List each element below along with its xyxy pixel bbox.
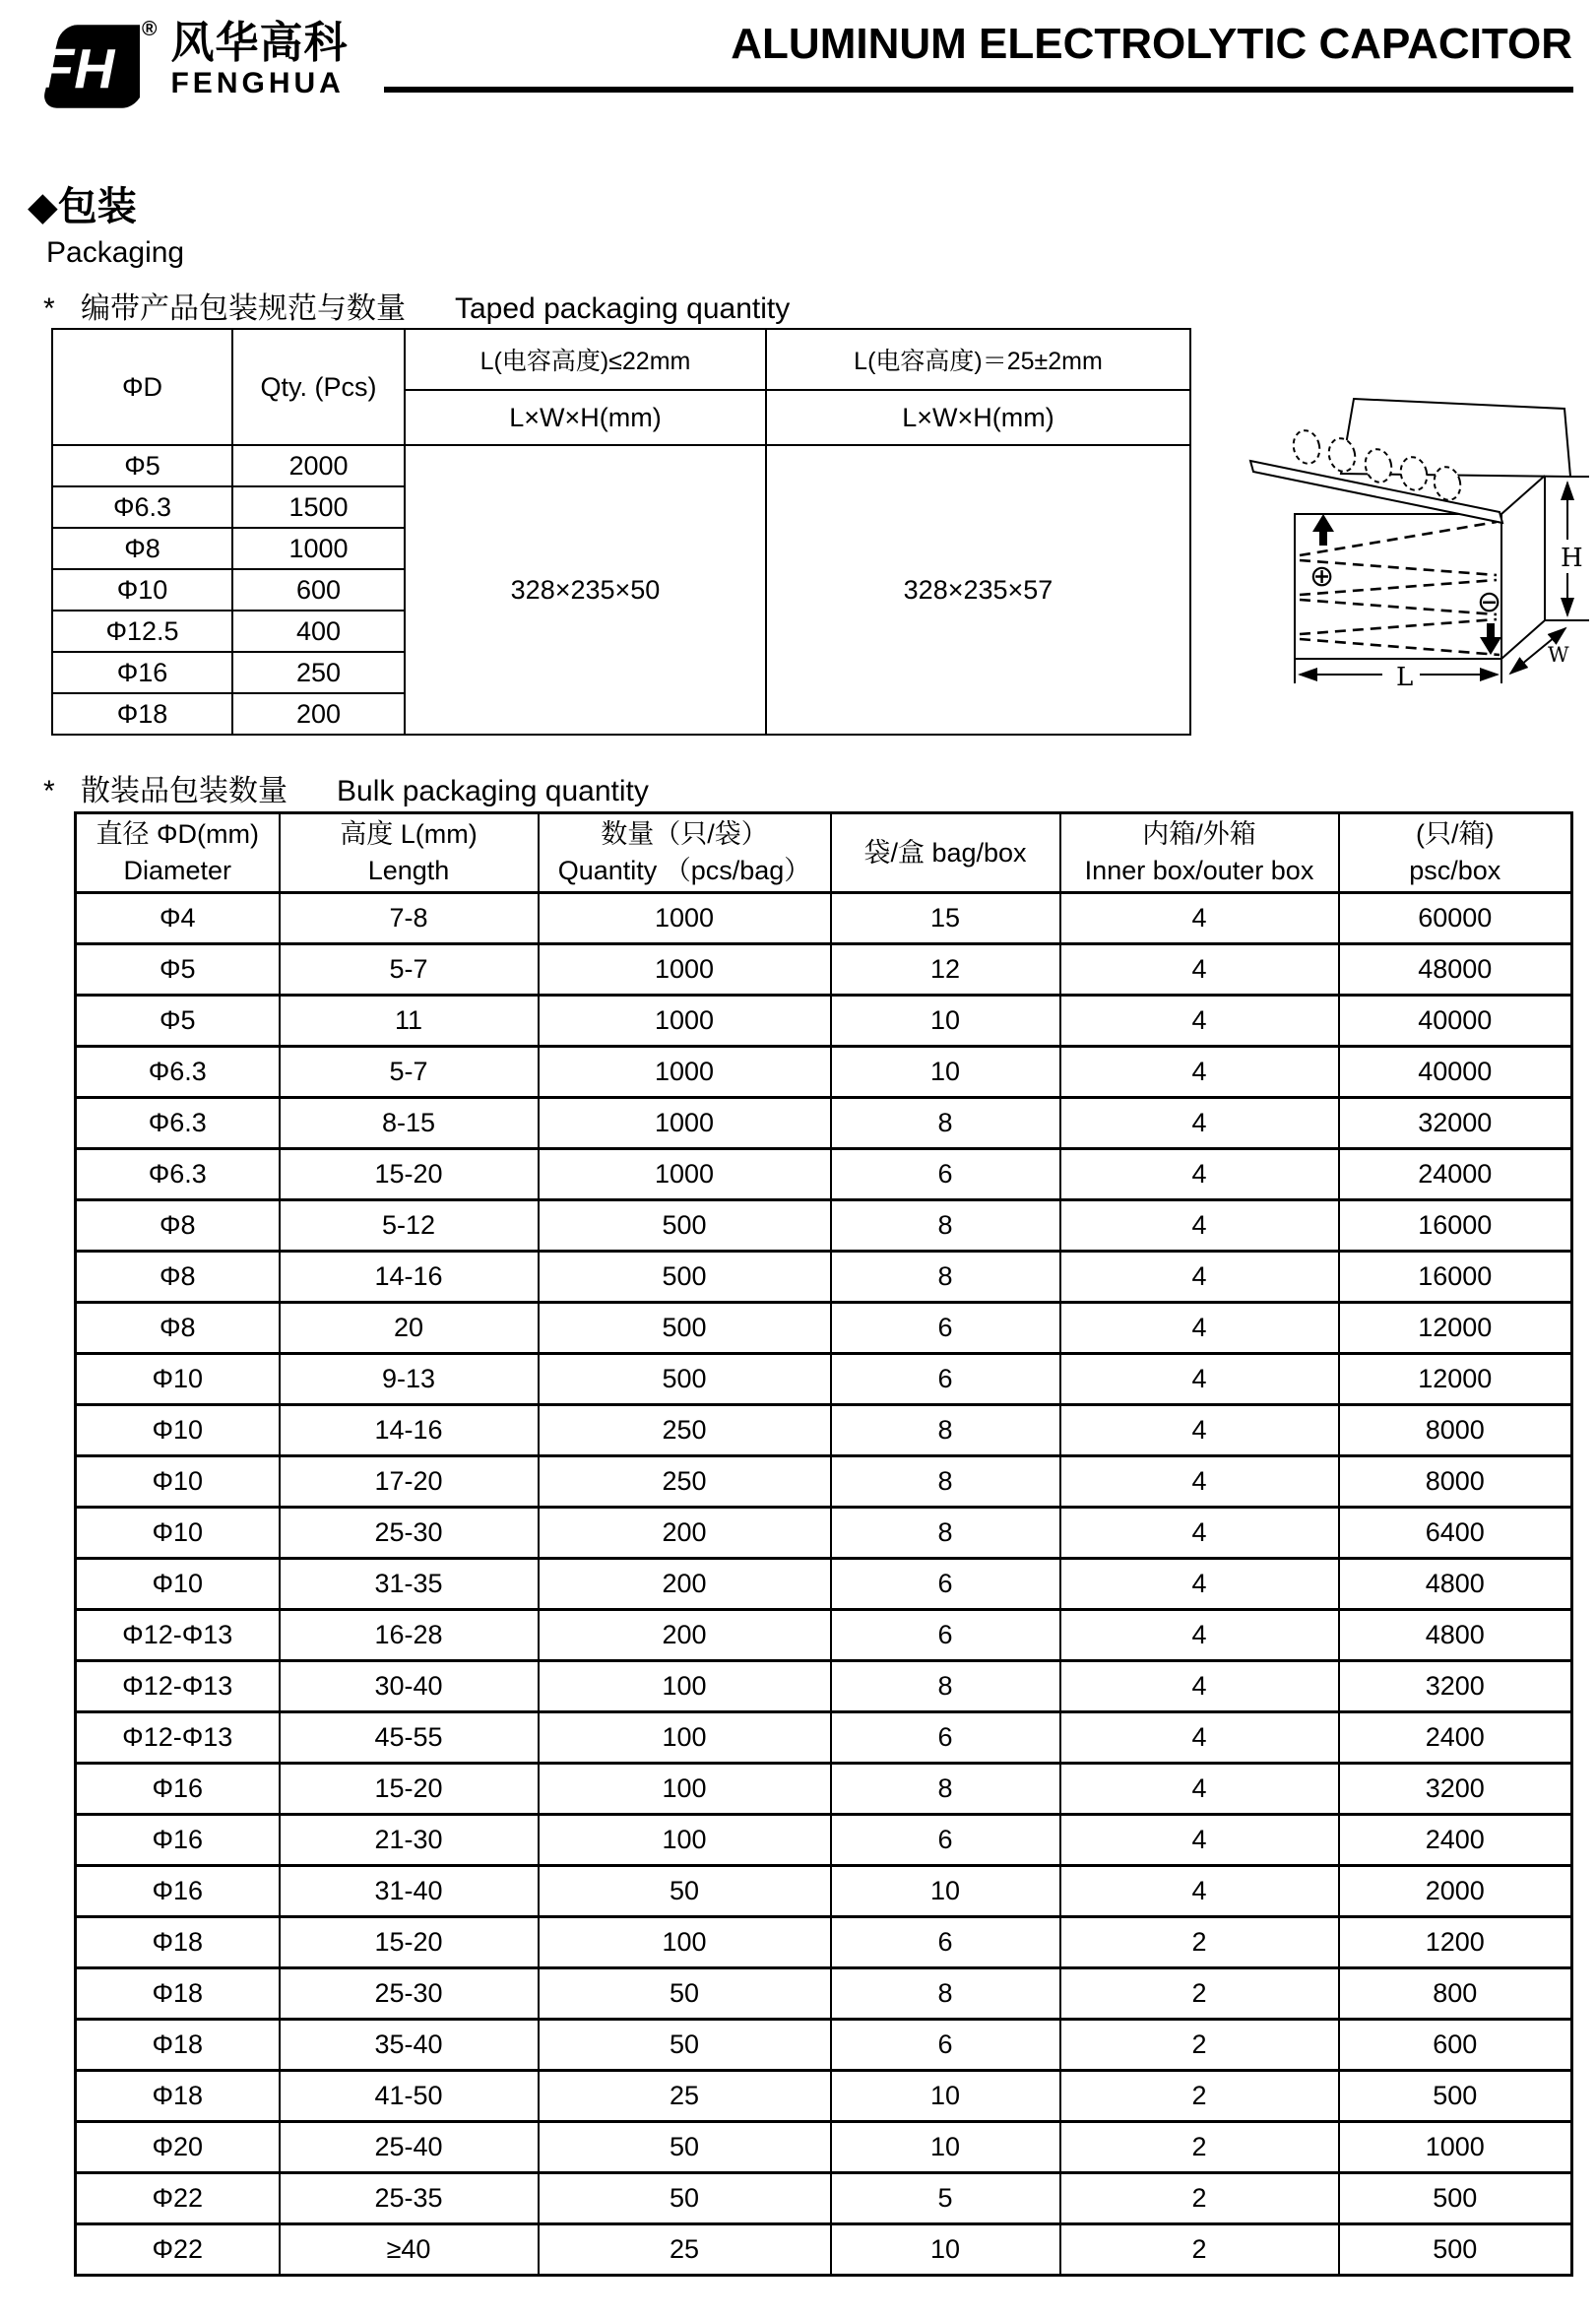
bulk-cell-inner-outer-box: 4 [1060,1098,1339,1149]
bulk-header-row [76,813,1572,893]
bulk-cell-diameter: Φ4 [76,893,280,944]
taped-header-lwh-1: L×W×H(mm) [405,390,766,445]
bulk-cell-bag-per-box: 6 [831,2020,1060,2071]
bulk-cell-length: 31-40 [280,1866,539,1917]
bulk-cell-diameter: Φ10 [76,1559,280,1610]
bulk-cell-qty-per-bag: 250 [539,1405,831,1456]
bulk-table-row [76,1917,1572,1968]
bulk-cell-inner-outer-box: 4 [1060,1303,1339,1354]
bulk-header-qty-per-bag: 数量（只/袋） Quantity （pcs/bag） [539,813,831,893]
bulk-cell-length: 9-13 [280,1354,539,1405]
page-title: ALUMINUM ELECTROLYTIC CAPACITOR [731,20,1572,68]
bulk-cell-length: ≥40 [280,2224,539,2276]
bulk-cell-pcs-per-box: 48000 [1339,944,1572,996]
bulk-table-row [76,1200,1572,1252]
bulk-cell-pcs-per-box: 3200 [1339,1661,1572,1712]
bulk-cell-bag-per-box: 8 [831,1200,1060,1252]
bulk-header-inner-outer-box: 内箱/外箱 Inner box/outer box [1060,813,1339,893]
bulk-cell-qty-per-bag: 500 [539,1303,831,1354]
bulk-table-row [76,1559,1572,1610]
bulk-cell-inner-outer-box: 4 [1060,944,1339,996]
bulk-cell-diameter: Φ18 [76,1968,280,2020]
taped-cell-diameter: Φ16 [52,652,232,693]
bulk-table-row [76,2173,1572,2224]
bulk-cell-inner-outer-box: 4 [1060,1764,1339,1815]
taped-header-qty: Qty. (Pcs) [232,329,405,445]
bulk-cell-diameter: Φ6.3 [76,1149,280,1200]
bulk-table-row [76,1866,1572,1917]
taped-table-row [52,445,1190,486]
bulk-cell-bag-per-box: 6 [831,1303,1060,1354]
bulk-cell-bag-per-box: 10 [831,2122,1060,2173]
taped-merged-size-25: 328×235×57 [766,445,1190,735]
bulk-cell-pcs-per-box: 2400 [1339,1712,1572,1764]
bulk-cell-diameter: Φ12-Φ13 [76,1610,280,1661]
bulk-cell-diameter: Φ6.3 [76,1098,280,1149]
bulk-cell-pcs-per-box: 12000 [1339,1303,1572,1354]
bulk-cell-length: 31-35 [280,1559,539,1610]
bulk-cell-inner-outer-box: 2 [1060,2224,1339,2276]
taped-cell-qty: 400 [232,611,405,652]
bulk-cell-qty-per-bag: 500 [539,1354,831,1405]
bulk-cell-qty-per-bag: 100 [539,1815,831,1866]
taped-packaging-table [51,328,1191,736]
bulk-cell-qty-per-bag: 25 [539,2071,831,2122]
bulk-cell-pcs-per-box: 2400 [1339,1815,1572,1866]
bulk-cell-inner-outer-box: 4 [1060,1047,1339,1098]
bulk-cell-diameter: Φ10 [76,1405,280,1456]
bulk-cell-diameter: Φ22 [76,2173,280,2224]
bulk-cell-pcs-per-box: 3200 [1339,1764,1572,1815]
taped-cell-qty: 250 [232,652,405,693]
taped-header-row-1 [52,329,1190,390]
bulk-cell-qty-per-bag: 200 [539,1508,831,1559]
bulk-table-row [76,893,1572,944]
positive-polarity-icon: ⊕ [1309,559,1335,594]
bulk-cell-pcs-per-box: 16000 [1339,1252,1572,1303]
taped-cell-qty: 200 [232,693,405,735]
bulk-cell-pcs-per-box: 8000 [1339,1456,1572,1508]
bulk-cell-qty-per-bag: 1000 [539,944,831,996]
heading-star: * [43,292,55,325]
header-rule [384,87,1573,93]
bulk-cell-inner-outer-box: 4 [1060,1200,1339,1252]
bulk-cell-inner-outer-box: 2 [1060,1968,1339,2020]
bulk-cell-length: 7-8 [280,893,539,944]
packing-box-diagram [1223,366,1595,719]
bulk-cell-bag-per-box: 6 [831,1917,1060,1968]
bulk-cell-bag-per-box: 8 [831,1968,1060,2020]
bulk-cell-qty-per-bag: 1000 [539,1149,831,1200]
bulk-cell-inner-outer-box: 2 [1060,2071,1339,2122]
bulk-table-row [76,1456,1572,1508]
bulk-cell-pcs-per-box: 500 [1339,2173,1572,2224]
bulk-cell-qty-per-bag: 200 [539,1610,831,1661]
bulk-table-row [76,1098,1572,1149]
bulk-cell-pcs-per-box: 60000 [1339,893,1572,944]
taped-cell-diameter: Φ8 [52,528,232,569]
taped-cell-diameter: Φ12.5 [52,611,232,652]
taped-cell-qty: 600 [232,569,405,611]
bulk-cell-diameter: Φ10 [76,1354,280,1405]
taped-cell-diameter: Φ10 [52,569,232,611]
bulk-cell-qty-per-bag: 200 [539,1559,831,1610]
bulk-cell-inner-outer-box: 4 [1060,1354,1339,1405]
bulk-cell-length: 14-16 [280,1252,539,1303]
bulk-table-row [76,2071,1572,2122]
bulk-cell-qty-per-bag: 250 [539,1456,831,1508]
bulk-cell-pcs-per-box: 500 [1339,2071,1572,2122]
bulk-table-row [76,1508,1572,1559]
bulk-table-row [76,996,1572,1047]
taped-cell-qty: 1500 [232,486,405,528]
taped-header-diameter: ΦD [52,329,232,445]
bulk-cell-pcs-per-box: 1200 [1339,1917,1572,1968]
taped-merged-size-le22: 328×235×50 [405,445,766,735]
bulk-cell-qty-per-bag: 50 [539,1968,831,2020]
bulk-cell-length: 14-16 [280,1405,539,1456]
taped-header-height-le22: L(电容高度)≤22mm [405,329,766,390]
bulk-cell-qty-per-bag: 50 [539,2122,831,2173]
bulk-cell-diameter: Φ12-Φ13 [76,1712,280,1764]
bulk-table-row [76,1149,1572,1200]
bulk-cell-inner-outer-box: 4 [1060,1815,1339,1866]
bulk-table-row [76,1764,1572,1815]
bulk-cell-qty-per-bag: 50 [539,2173,831,2224]
bulk-cell-bag-per-box: 8 [831,1764,1060,1815]
bulk-cell-length: 16-28 [280,1610,539,1661]
bulk-cell-inner-outer-box: 2 [1060,1917,1339,1968]
taped-heading-cn: 编带产品包装规范与数量 [81,292,406,325]
bulk-cell-diameter: Φ10 [76,1456,280,1508]
bulk-cell-length: 11 [280,996,539,1047]
bulk-cell-bag-per-box: 6 [831,1149,1060,1200]
taped-cell-qty: 1000 [232,528,405,569]
bulk-cell-diameter: Φ5 [76,944,280,996]
bulk-cell-pcs-per-box: 32000 [1339,1098,1572,1149]
bulk-cell-length: 25-35 [280,2173,539,2224]
bulk-cell-diameter: Φ20 [76,2122,280,2173]
taped-header-lwh-2: L×W×H(mm) [766,390,1190,445]
bulk-table-row [76,2020,1572,2071]
w-dimension-label: W [1548,643,1569,667]
bulk-cell-length: 20 [280,1303,539,1354]
bulk-table-row [76,1815,1572,1866]
bulk-header-diameter: 直径 ΦD(mm) Diameter [76,813,280,893]
taped-cell-diameter: Φ6.3 [52,486,232,528]
bulk-cell-diameter: Φ16 [76,1866,280,1917]
bulk-table-row [76,1252,1572,1303]
bulk-cell-length: 21-30 [280,1815,539,1866]
bulk-cell-pcs-per-box: 40000 [1339,996,1572,1047]
bulk-cell-pcs-per-box: 12000 [1339,1354,1572,1405]
registered-trademark-symbol: ® [142,18,158,40]
bulk-cell-bag-per-box: 12 [831,944,1060,996]
bulk-cell-bag-per-box: 10 [831,2224,1060,2276]
logo-chinese-name: 风华高科 [170,19,349,67]
bulk-cell-inner-outer-box: 2 [1060,2122,1339,2173]
bulk-cell-length: 45-55 [280,1712,539,1764]
taped-packaging-heading [43,284,790,327]
bulk-cell-bag-per-box: 8 [831,1456,1060,1508]
taped-cell-qty: 2000 [232,445,405,486]
brand-logo [14,20,348,113]
bulk-cell-length: 5-12 [280,1200,539,1252]
bulk-cell-length: 41-50 [280,2071,539,2122]
bulk-header-bag-per-box: 袋/盒 bag/box [831,813,1060,893]
bulk-cell-bag-per-box: 10 [831,1047,1060,1098]
bulk-cell-diameter: Φ5 [76,996,280,1047]
bulk-table-row [76,1047,1572,1098]
bulk-table-row [76,1354,1572,1405]
bulk-cell-pcs-per-box: 600 [1339,2020,1572,2071]
bulk-cell-inner-outer-box: 4 [1060,1866,1339,1917]
bulk-cell-pcs-per-box: 40000 [1339,1047,1572,1098]
bulk-table-row [76,944,1572,996]
bulk-cell-bag-per-box: 8 [831,1661,1060,1712]
bulk-cell-qty-per-bag: 1000 [539,1098,831,1149]
bulk-cell-bag-per-box: 6 [831,1712,1060,1764]
bulk-cell-inner-outer-box: 4 [1060,1610,1339,1661]
bulk-cell-length: 35-40 [280,2020,539,2071]
bulk-cell-qty-per-bag: 500 [539,1252,831,1303]
logo-mark-letters: FH [39,37,115,100]
bulk-cell-bag-per-box: 5 [831,2173,1060,2224]
negative-polarity-icon: ⊖ [1477,585,1502,619]
bulk-cell-inner-outer-box: 4 [1060,1661,1339,1712]
bulk-cell-inner-outer-box: 2 [1060,2020,1339,2071]
l-dimension-label: L [1396,663,1414,692]
bulk-cell-pcs-per-box: 6400 [1339,1508,1572,1559]
bulk-cell-qty-per-bag: 50 [539,2020,831,2071]
bulk-header-pcs-per-box: (只/箱) psc/box [1339,813,1572,893]
bulk-cell-qty-per-bag: 50 [539,1866,831,1917]
bulk-cell-pcs-per-box: 2000 [1339,1866,1572,1917]
taped-header-height-25: L(电容高度)＝25±2mm [766,329,1190,390]
bulk-cell-qty-per-bag: 100 [539,1764,831,1815]
bulk-cell-length: 17-20 [280,1456,539,1508]
bulk-cell-bag-per-box: 8 [831,1405,1060,1456]
taped-heading-en: Taped packaging quantity [455,292,791,325]
bulk-header-length: 高度 L(mm) Length [280,813,539,893]
bulk-cell-diameter: Φ8 [76,1303,280,1354]
bulk-cell-bag-per-box: 10 [831,2071,1060,2122]
bulk-cell-length: 15-20 [280,1149,539,1200]
bulk-cell-diameter: Φ6.3 [76,1047,280,1098]
bulk-table-row [76,1405,1572,1456]
bulk-cell-diameter: Φ8 [76,1200,280,1252]
bulk-cell-inner-outer-box: 4 [1060,1149,1339,1200]
bulk-packaging-table [74,811,1573,2277]
bulk-cell-diameter: Φ22 [76,2224,280,2276]
bulk-cell-pcs-per-box: 4800 [1339,1559,1572,1610]
bulk-cell-length: 15-20 [280,1917,539,1968]
bulk-cell-inner-outer-box: 4 [1060,1405,1339,1456]
bulk-cell-diameter: Φ16 [76,1764,280,1815]
bulk-cell-qty-per-bag: 100 [539,1712,831,1764]
bulk-cell-pcs-per-box: 1000 [1339,2122,1572,2173]
bulk-cell-inner-outer-box: 4 [1060,1508,1339,1559]
taped-cell-diameter: Φ18 [52,693,232,735]
section-heading-packaging-cn: ◆包装 [28,185,137,228]
bulk-cell-bag-per-box: 6 [831,1354,1060,1405]
bulk-cell-bag-per-box: 15 [831,893,1060,944]
bulk-cell-diameter: Φ10 [76,1508,280,1559]
bulk-cell-inner-outer-box: 4 [1060,1559,1339,1610]
bulk-cell-bag-per-box: 6 [831,1815,1060,1866]
bulk-cell-length: 5-7 [280,1047,539,1098]
bulk-table-row [76,1712,1572,1764]
bulk-cell-inner-outer-box: 4 [1060,1712,1339,1764]
bulk-cell-diameter: Φ18 [76,2071,280,2122]
bulk-cell-length: 30-40 [280,1661,539,1712]
taped-cell-diameter: Φ5 [52,445,232,486]
bulk-cell-length: 5-7 [280,944,539,996]
heading-star: * [43,775,55,807]
bulk-cell-length: 8-15 [280,1098,539,1149]
bulk-cell-bag-per-box: 10 [831,1866,1060,1917]
bulk-cell-diameter: Φ12-Φ13 [76,1661,280,1712]
bulk-heading-en: Bulk packaging quantity [337,775,649,807]
bulk-cell-bag-per-box: 8 [831,1098,1060,1149]
bulk-table-row [76,1661,1572,1712]
bulk-cell-pcs-per-box: 8000 [1339,1405,1572,1456]
bulk-cell-pcs-per-box: 800 [1339,1968,1572,2020]
bulk-cell-diameter: Φ8 [76,1252,280,1303]
bulk-cell-inner-outer-box: 2 [1060,2173,1339,2224]
bulk-cell-qty-per-bag: 25 [539,2224,831,2276]
section-heading-packaging-en: Packaging [46,236,185,269]
logo-latin-name: FENGHUA [170,67,345,99]
fenghua-logo-icon [14,20,140,113]
bulk-cell-length: 15-20 [280,1764,539,1815]
bulk-cell-qty-per-bag: 100 [539,1917,831,1968]
h-dimension-label: H [1561,544,1583,573]
bulk-cell-bag-per-box: 6 [831,1559,1060,1610]
bulk-packaging-heading [43,766,649,809]
bulk-cell-inner-outer-box: 4 [1060,1456,1339,1508]
bulk-table-row [76,2224,1572,2276]
bulk-cell-qty-per-bag: 1000 [539,996,831,1047]
bulk-table-row [76,2122,1572,2173]
bulk-table-row [76,1610,1572,1661]
bulk-cell-pcs-per-box: 16000 [1339,1200,1572,1252]
bulk-cell-bag-per-box: 10 [831,996,1060,1047]
bulk-cell-inner-outer-box: 4 [1060,996,1339,1047]
bulk-table-row [76,1303,1572,1354]
bulk-table-row [76,1968,1572,2020]
bulk-cell-diameter: Φ18 [76,2020,280,2071]
bulk-cell-diameter: Φ18 [76,1917,280,1968]
bulk-cell-diameter: Φ16 [76,1815,280,1866]
bulk-cell-length: 25-30 [280,1508,539,1559]
bulk-cell-pcs-per-box: 4800 [1339,1610,1572,1661]
bulk-cell-pcs-per-box: 500 [1339,2224,1572,2276]
bulk-cell-bag-per-box: 8 [831,1252,1060,1303]
bulk-cell-pcs-per-box: 24000 [1339,1149,1572,1200]
bulk-cell-inner-outer-box: 4 [1060,1252,1339,1303]
bulk-cell-qty-per-bag: 500 [539,1200,831,1252]
bulk-cell-length: 25-40 [280,2122,539,2173]
bulk-cell-length: 25-30 [280,1968,539,2020]
bulk-cell-qty-per-bag: 1000 [539,893,831,944]
bulk-cell-bag-per-box: 6 [831,1610,1060,1661]
bulk-cell-qty-per-bag: 1000 [539,1047,831,1098]
bulk-cell-bag-per-box: 8 [831,1508,1060,1559]
bulk-cell-inner-outer-box: 4 [1060,893,1339,944]
bulk-heading-cn: 散装品包装数量 [81,775,287,807]
bulk-cell-qty-per-bag: 100 [539,1661,831,1712]
